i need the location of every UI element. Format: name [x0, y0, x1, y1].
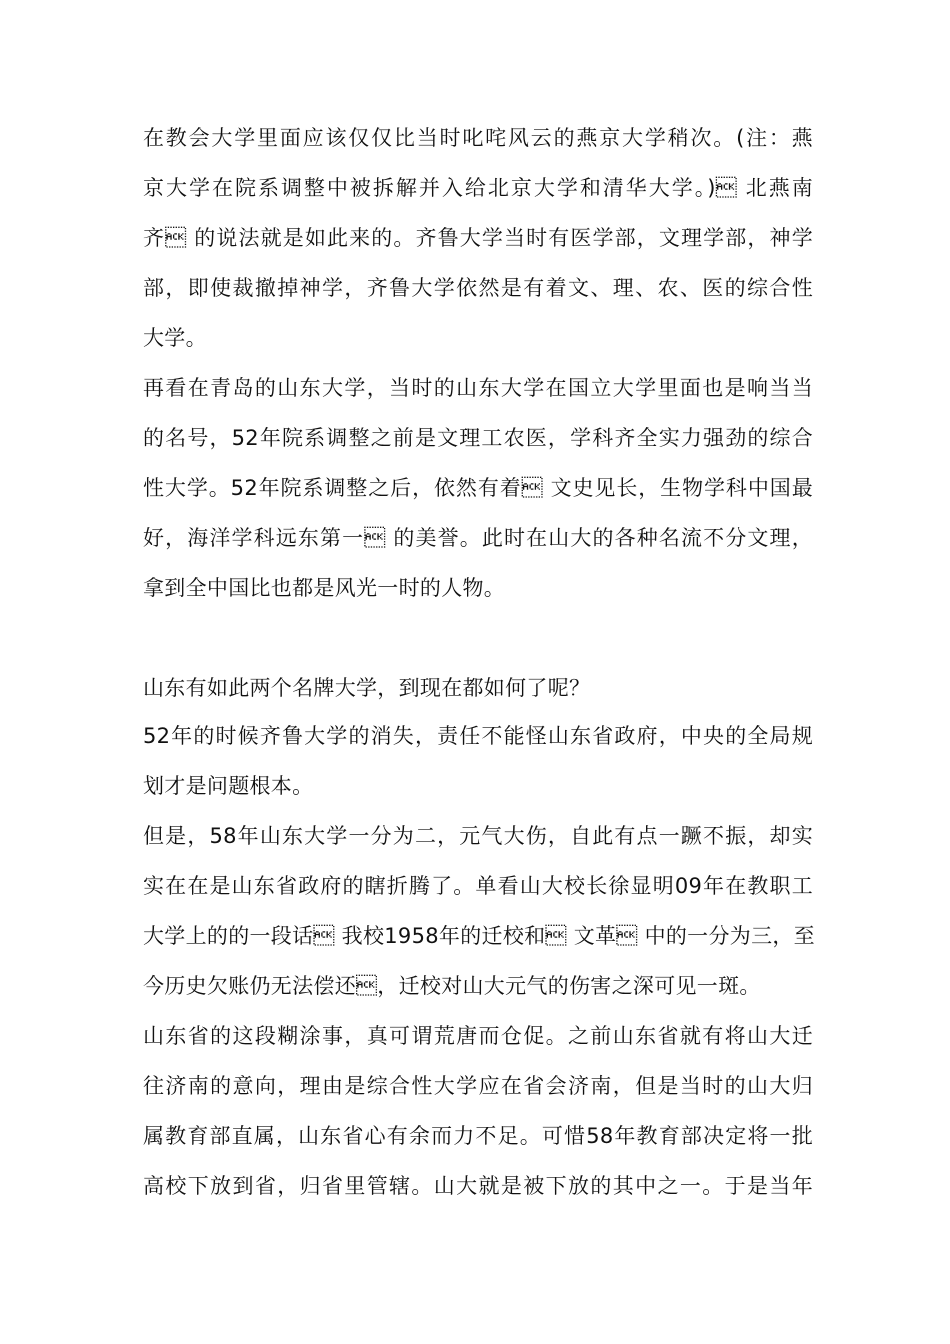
text-line: 拿到全中国比也都是风光一时的人物。 — [143, 576, 506, 600]
text-line: 京大学在院系调整中被拆解并入给北京大学和清华大学。) 北燕南 — [143, 176, 813, 200]
text-line: 性大学。52年院系调整之后，依然有着 文史见长，生物学科中国最 — [143, 476, 813, 500]
text-line: 划才是问题根本。 — [143, 774, 314, 798]
text-line: 好，海洋学科远东第一 的美誉。此时在山大的各种名流不分文理， — [143, 526, 813, 550]
text-line: 山东省的这段糊涂事，真可谓荒唐而仓促。之前山东省就有将山大迁 — [143, 1024, 813, 1048]
text-line: 的名号，52年院系调整之前是文理工农医，学科齐全实力强劲的综合 — [143, 426, 813, 450]
text-line: 再看在青岛的山东大学，当时的山东大学在国立大学里面也是响当当 — [143, 376, 813, 400]
text-line: 大学上的的一段话 我校1958年的迁校和 文革 中的一分为三，至 — [143, 924, 815, 948]
text-line: 齐 的说法就是如此来的。齐鲁大学当时有医学部，文理学部，神学 — [143, 226, 813, 250]
text-line: 高校下放到省，归省里管辖。山大就是被下放的其中之一。于是当年 — [143, 1174, 813, 1198]
text-line: 今历史欠账仍无法偿还，迁校对山大元气的伤害之深可见一斑。 — [143, 974, 761, 998]
text-line: 往济南的意向，理由是综合性大学应在省会济南，但是当时的山大归 — [143, 1074, 813, 1098]
text-line: 属教育部直属，山东省心有余而力不足。可惜58年教育部决定将一批 — [143, 1124, 813, 1148]
text-line: 实在在是山东省政府的瞎折腾了。单看山大校长徐显明09年在教职工 — [143, 874, 813, 898]
text-line: 52年的时候齐鲁大学的消失，责任不能怪山东省政府，中央的全局规 — [143, 724, 813, 748]
text-line: 部，即使裁撤掉神学，齐鲁大学依然是有着文、理、农、医的综合性 — [143, 276, 813, 300]
text-line: 在教会大学里面应该仅仅比当时叱咤风云的燕京大学稍次。(注：燕 — [143, 126, 813, 150]
text-line: 大学。 — [143, 326, 207, 350]
text-line: 山东有如此两个名牌大学，到现在都如何了呢？ — [143, 676, 591, 700]
text-line: 但是，58年山东大学一分为二，元气大伤，自此有点一蹶不振，却实 — [143, 824, 813, 848]
